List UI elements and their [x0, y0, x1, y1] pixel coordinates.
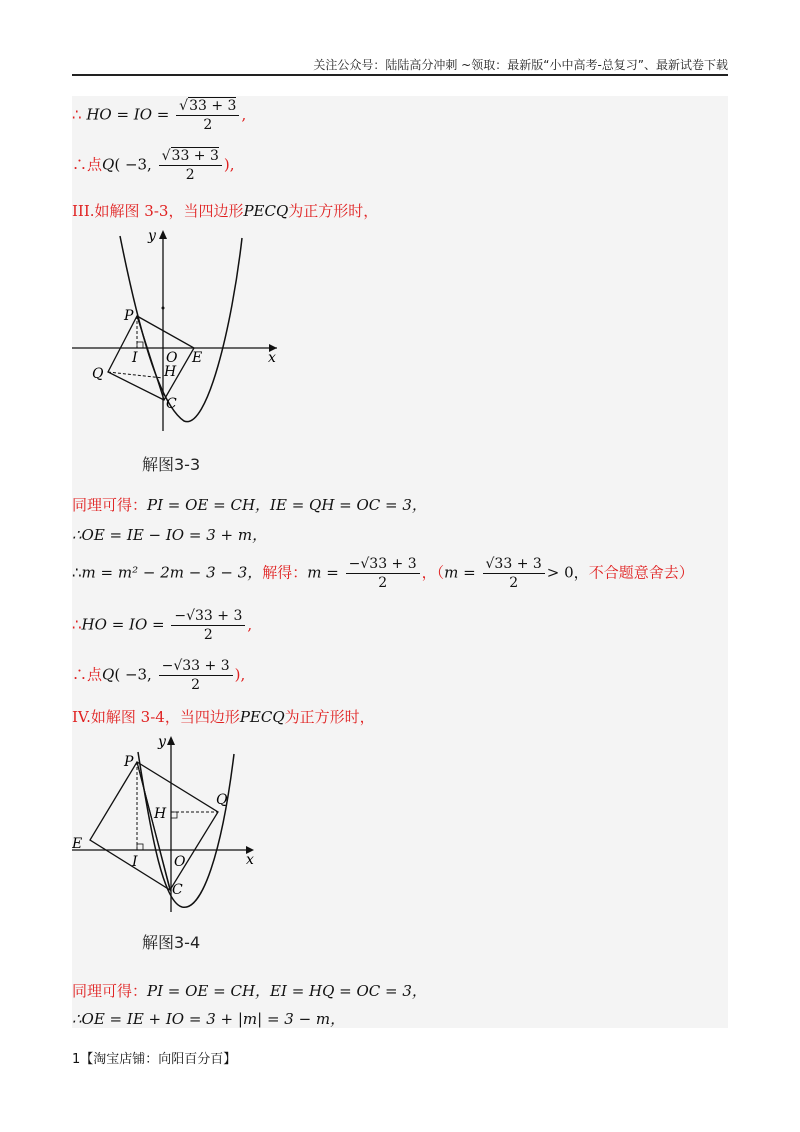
- fig2-q-label: Q: [216, 792, 228, 808]
- fig2-o-label: O: [174, 854, 186, 870]
- case-iii-heading: III.如解图 3-3，当四边形PECQ为正方形时，: [72, 202, 379, 220]
- line-oe-2: ∴OE = IE + IO = 3 + |m| = 3 − m，: [72, 1010, 346, 1028]
- fig1-h-label: H: [164, 364, 177, 380]
- fig1-i-label: I: [132, 350, 138, 366]
- line-oe-1: ∴OE = IE − IO = 3 + m，: [72, 526, 268, 544]
- line-point-q: ∴点Q( −3, $\frac{√33 + 3}{2}$ ),: [72, 148, 235, 183]
- fig1-o-label: O: [166, 350, 178, 366]
- line-same-reason-1: 同理可得：PI = OE = CH，IE = QH = OC = 3，: [72, 496, 427, 514]
- fig2-y-label: y: [158, 734, 166, 750]
- fig2-h-label: H: [154, 806, 167, 822]
- line-ho-io: ∴ HO = IO = $\frac{√33 + 3}{2}$ ,: [72, 98, 247, 133]
- case-iv-heading: IV.如解图 3-4，当四边形PECQ为正方形时，: [72, 708, 375, 726]
- fig2-p-label: P: [124, 754, 134, 770]
- fig2-i-label: I: [132, 854, 138, 870]
- fig1-q-label: Q: [92, 366, 104, 382]
- fig2-e-label: E: [72, 836, 83, 852]
- fig1-e-label: E: [192, 350, 203, 366]
- line-solve-m: ∴m = m² − 2m − 3 − 3，解得：m = $\frac{-√33 + 3}{2}$ ，（m = $\frac{√33 + 3}{2}$ > 0，不合题意舍去）: [72, 556, 694, 591]
- page-header: 关注公众号：陆陆高分冲刺 ~领取：最新版“小中高考-总复习”、最新试卷下载: [72, 56, 728, 76]
- figure-3-3: [72, 226, 292, 446]
- line-same-reason-2: 同理可得：PI = OE = CH，EI = HQ = OC = 3，: [72, 982, 427, 1000]
- line-ho-io-2: ∴HO = IO = $\frac{-√33 + 3}{2}$ ,: [72, 608, 253, 643]
- content-area: [72, 96, 728, 1028]
- fig2-x-label: x: [246, 852, 254, 868]
- fig1-y-label: y: [148, 228, 156, 244]
- figure-3-3-caption: 解图3-3: [142, 455, 201, 474]
- page-footer: 1【淘宝店铺：向阳百分百】: [72, 1052, 237, 1067]
- figure-3-4: [72, 732, 272, 922]
- figure-3-4-caption: 解图3-4: [142, 933, 201, 952]
- fig2-c-label: C: [172, 882, 183, 898]
- line-point-q-2: ∴点Q( −3, $\frac{-√33 + 3}{2}$ ),: [72, 658, 246, 693]
- fig1-x-label: x: [268, 350, 276, 366]
- fig1-c-label: C: [166, 396, 177, 412]
- fig1-p-label: P: [124, 308, 134, 324]
